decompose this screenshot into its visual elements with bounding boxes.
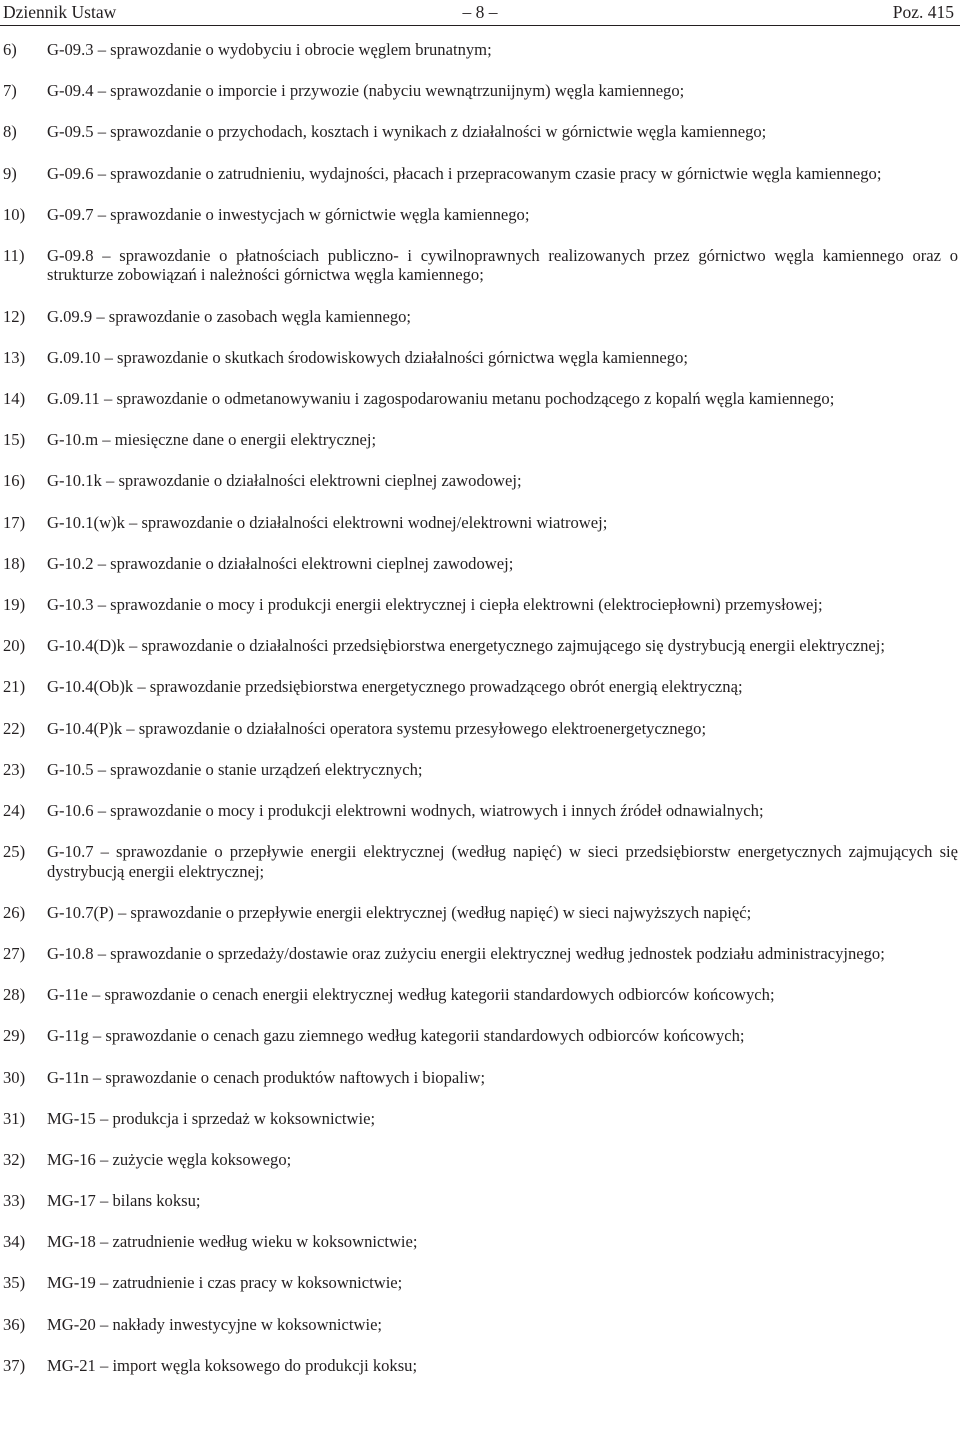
item-number: 7) xyxy=(3,81,17,101)
item-text: G-10.1(w)k – sprawozdanie o działalności elektrowni wodnej/elektrowni wiatrowej; xyxy=(47,512,608,532)
item-text: MG-17 – bilans koksu; xyxy=(47,1191,201,1211)
item-text: G-09.5 – sprawozdanie o przychodach, kosztach i wynikach z działalności w górnictwie węgla kamiennego; xyxy=(47,122,767,142)
item-number: 23) xyxy=(3,759,26,779)
list-item xyxy=(0,164,960,184)
item-number: 34) xyxy=(3,1232,26,1252)
item-text: G-10.4(Ob)k – sprawozdanie przedsiębiorstwa energetycznego prowadzącego obrót energią elektryczną; xyxy=(47,677,743,697)
item-number: 32) xyxy=(3,1149,26,1169)
item-number: 8) xyxy=(3,122,17,142)
list-item xyxy=(0,719,960,739)
item-number: 12) xyxy=(3,306,26,326)
list-item xyxy=(0,554,960,574)
item-text: MG-15 – produkcja i sprzedaż w koksownictwie; xyxy=(47,1108,376,1128)
list-item xyxy=(0,1315,960,1335)
list-item xyxy=(0,246,960,285)
list-item xyxy=(0,1232,960,1252)
item-number: 16) xyxy=(3,471,26,491)
item-text: G-09.7 – sprawozdanie o inwestycjach w górnictwie węgla kamiennego; xyxy=(47,204,530,224)
list-item xyxy=(0,348,960,368)
item-number: 20) xyxy=(3,636,26,656)
item-text: G-10.4(D)k – sprawozdanie o działalności przedsiębiorstwa energetycznego zajmującego się dystrybucją energii elektrycznej; xyxy=(47,636,885,656)
list-item xyxy=(0,944,960,964)
list-item xyxy=(0,636,960,656)
item-text: G-09.6 – sprawozdanie o zatrudnieniu, wydajności, płacach i przepracowanym czasie pracy w górnictwie węgla kamiennego; xyxy=(47,163,882,183)
item-text: G-10.7 – sprawozdanie o przepływie energii elektrycznej (według napięć) w sieci przedsiębiorstw energetycznych zajmujących się dystrybucją energii elektrycznej; xyxy=(47,842,958,881)
list-item xyxy=(0,677,960,697)
list-item xyxy=(0,1150,960,1170)
item-text: G-10.6 – sprawozdanie o mocy i produkcji elektrowni wodnych, wiatrowych i innych źródeł odnawialnych; xyxy=(47,800,764,820)
list-item xyxy=(0,595,960,615)
item-text: G.09.11 – sprawozdanie o odmetanowywaniu i zagospodarowaniu metanu pochodzącego z kopalń węgla kamiennego; xyxy=(47,389,835,408)
list-item xyxy=(0,1026,960,1046)
item-number: 19) xyxy=(3,594,26,614)
item-number: 9) xyxy=(3,163,17,183)
item-text: G-10.m – miesięczne dane o energii elektrycznej; xyxy=(47,430,377,450)
list-item xyxy=(0,842,960,881)
item-text: MG-19 – zatrudnienie i czas pracy w koksownictwie; xyxy=(47,1273,403,1293)
report-list xyxy=(0,40,960,1397)
position-number: Poz. 415 xyxy=(892,2,954,22)
item-text: G-11n – sprawozdanie o cenach produktów naftowych i biopaliw; xyxy=(47,1067,486,1087)
item-text: G-09.4 – sprawozdanie o imporcie i przywozie (nabyciu wewnątrzunijnym) węgla kamiennego; xyxy=(47,81,685,101)
item-number: 35) xyxy=(3,1273,26,1293)
item-number: 25) xyxy=(3,842,26,862)
item-number: 14) xyxy=(3,389,26,408)
list-item xyxy=(0,307,960,327)
list-item xyxy=(0,513,960,533)
list-item xyxy=(0,389,960,409)
item-number: 17) xyxy=(3,512,26,532)
item-number: 36) xyxy=(3,1314,26,1334)
list-item xyxy=(0,903,960,923)
list-item xyxy=(0,760,960,780)
page-header xyxy=(0,0,960,26)
journal-title: Dziennik Ustaw xyxy=(3,2,117,22)
list-item xyxy=(0,122,960,142)
list-item xyxy=(0,430,960,450)
list-item xyxy=(0,1068,960,1088)
item-number: 10) xyxy=(3,204,26,224)
item-text: MG-21 – import węgla koksowego do produkcji koksu; xyxy=(47,1355,418,1375)
item-text: G.09.10 – sprawozdanie o skutkach środowiskowych działalności górnictwa węgla kamiennego; xyxy=(47,347,688,367)
item-text: G-11e – sprawozdanie o cenach energii elektrycznej według kategorii standardowych odbiorców końcowych; xyxy=(47,985,775,1005)
item-number: 24) xyxy=(3,800,26,820)
item-number: 29) xyxy=(3,1026,26,1046)
item-number: 22) xyxy=(3,718,26,738)
item-text: G-10.2 – sprawozdanie o działalności elektrowni cieplnej zawodowej; xyxy=(47,553,514,573)
item-text: MG-16 – zużycie węgla koksowego; xyxy=(47,1149,292,1169)
list-item xyxy=(0,40,960,60)
item-text: G.09.9 – sprawozdanie o zasobach węgla kamiennego; xyxy=(47,306,412,326)
item-text: G-10.4(P)k – sprawozdanie o działalności operatora systemu przesyłowego elektroenergetycznego; xyxy=(47,718,707,738)
list-item xyxy=(0,1109,960,1129)
item-number: 11) xyxy=(3,245,25,265)
list-item xyxy=(0,801,960,821)
list-item xyxy=(0,471,960,491)
list-item xyxy=(0,81,960,101)
list-item xyxy=(0,205,960,225)
list-item xyxy=(0,1191,960,1211)
item-text: G-10.7(P) – sprawozdanie o przepływie energii elektrycznej (według napięć) w sieci najwyższych napięć; xyxy=(47,902,752,922)
item-number: 30) xyxy=(3,1067,26,1087)
item-number: 37) xyxy=(3,1355,26,1375)
item-number: 33) xyxy=(3,1191,26,1211)
item-text: G-09.8 – sprawozdanie o płatnościach publiczno- i cywilnoprawnych realizowanych przez górnictwo węgla kamiennego oraz o strukturze zobowiązań i należności górnictwa węgla kamiennego; xyxy=(47,245,958,285)
item-number: 31) xyxy=(3,1108,26,1128)
item-text: G-09.3 – sprawozdanie o wydobyciu i obrocie węglem brunatnym; xyxy=(47,40,492,59)
item-text: G-10.5 – sprawozdanie o stanie urządzeń elektrycznych; xyxy=(47,759,423,779)
item-number: 18) xyxy=(3,553,26,573)
list-item xyxy=(0,1356,960,1376)
item-text: G-10.8 – sprawozdanie o sprzedaży/dostawie oraz zużyciu energii elektrycznej według jednostek podziału administracyjnego; xyxy=(47,943,885,963)
item-number: 21) xyxy=(3,677,26,697)
item-text: MG-18 – zatrudnienie według wieku w koksownictwie; xyxy=(47,1232,418,1252)
list-item xyxy=(0,1273,960,1293)
item-number: 28) xyxy=(3,985,26,1005)
item-number: 15) xyxy=(3,430,26,450)
item-number: 6) xyxy=(3,40,17,59)
item-number: 13) xyxy=(3,347,26,367)
item-number: 27) xyxy=(3,943,26,963)
item-number: 26) xyxy=(3,902,26,922)
item-text: G-10.3 – sprawozdanie o mocy i produkcji energii elektrycznej i ciepła elektrowni (elektrociepłowni) przemysłowej; xyxy=(47,594,823,614)
item-text: G-11g – sprawozdanie o cenach gazu ziemnego według kategorii standardowych odbiorców końcowych; xyxy=(47,1026,745,1046)
item-text: G-10.1k – sprawozdanie o działalności elektrowni cieplnej zawodowej; xyxy=(47,471,522,491)
item-text: MG-20 – nakłady inwestycyjne w koksownictwie; xyxy=(47,1314,383,1334)
list-item xyxy=(0,985,960,1005)
page-number: – 8 – xyxy=(462,2,498,22)
